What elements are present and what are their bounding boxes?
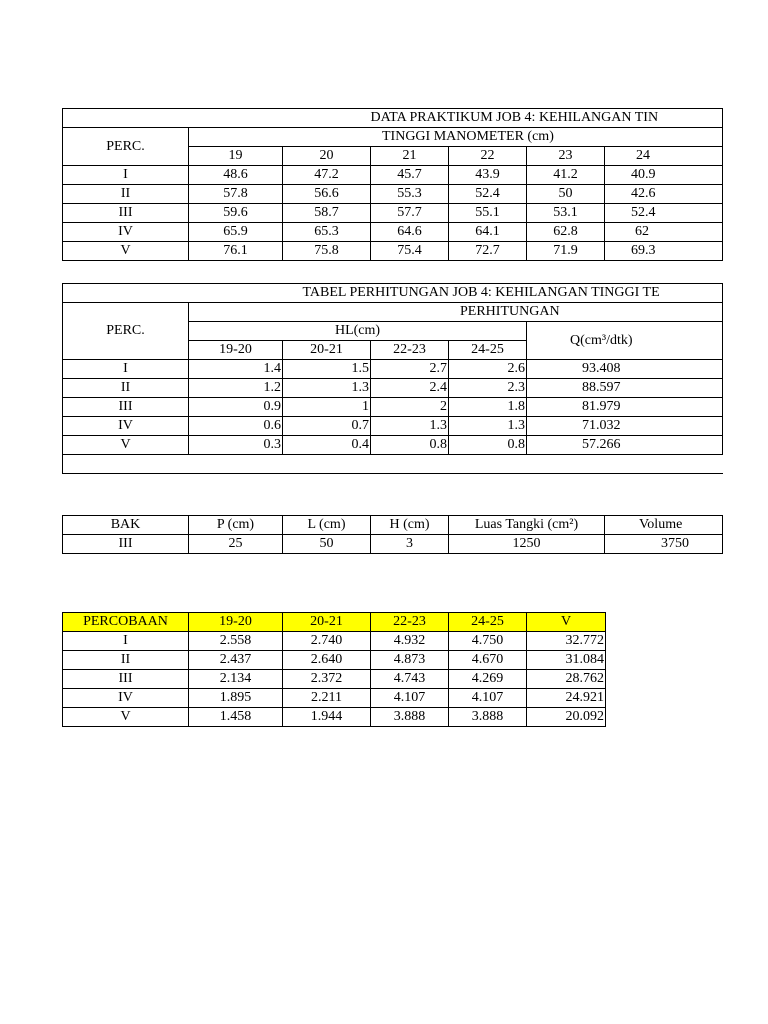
cell: 75.4 <box>371 242 449 261</box>
cell: 52.4 <box>605 204 723 223</box>
cell: 62.8 <box>527 223 605 242</box>
table-row <box>63 223 723 242</box>
col-header: 23 <box>527 147 605 166</box>
cell: 65.9 <box>189 223 283 242</box>
cell: 0.6 <box>189 417 283 436</box>
row-label: V <box>63 242 189 261</box>
row-label: III <box>63 670 189 689</box>
col-header: 20 <box>283 147 371 166</box>
row-label: V <box>63 436 189 455</box>
cell: 59.6 <box>189 204 283 223</box>
cell: 4.107 <box>371 689 449 708</box>
percobaan-table <box>62 612 606 727</box>
cell: 65.3 <box>283 223 371 242</box>
table-row <box>63 242 723 261</box>
row-label: V <box>63 708 189 727</box>
col-header: 24 <box>605 147 723 166</box>
cell: 57.8 <box>189 185 283 204</box>
table-row <box>63 185 723 204</box>
table-row <box>63 708 606 727</box>
table-row <box>63 379 723 398</box>
cell: 41.2 <box>527 166 605 185</box>
cell: 24.921 <box>527 689 606 708</box>
col-header: 19-20 <box>189 341 283 360</box>
cell: 3750 <box>605 535 723 554</box>
cell: 2 <box>371 398 449 417</box>
cell: 4.670 <box>449 651 527 670</box>
table2-subtitle: PERHITUNGAN <box>189 303 723 322</box>
cell: 4.873 <box>371 651 449 670</box>
bak-header-row <box>63 516 723 535</box>
cell: 31.084 <box>527 651 606 670</box>
col-header: BAK <box>63 516 189 535</box>
cell: 4.932 <box>371 632 449 651</box>
col-header: L (cm) <box>283 516 371 535</box>
table2-perc-header: PERC. <box>63 303 189 360</box>
title-spacer <box>63 284 189 303</box>
percobaan-table-wrapper <box>62 612 606 727</box>
row-label: IV <box>63 689 189 708</box>
title-spacer <box>63 109 189 128</box>
table-row <box>63 632 606 651</box>
cell: 43.9 <box>449 166 527 185</box>
cell: 1.3 <box>449 417 527 436</box>
col-header: 22-23 <box>371 341 449 360</box>
cell: 4.269 <box>449 670 527 689</box>
table-row <box>63 398 723 417</box>
cell: 50 <box>527 185 605 204</box>
perhitungan-table-wrapper <box>62 283 684 474</box>
cell: 1.944 <box>283 708 371 727</box>
col-header: 20-21 <box>283 341 371 360</box>
q-cell: 57.266 <box>527 436 723 455</box>
cell: 1.8 <box>449 398 527 417</box>
cell: 1.458 <box>189 708 283 727</box>
cell: 50 <box>283 535 371 554</box>
table1-title: DATA PRAKTIKUM JOB 4: KEHILANGAN TIN <box>189 109 723 128</box>
row-label: II <box>63 651 189 670</box>
row-label: IV <box>63 223 189 242</box>
cell: 2.372 <box>283 670 371 689</box>
cell: 2.211 <box>283 689 371 708</box>
q-cell: 88.597 <box>527 379 723 398</box>
row-label: IV <box>63 417 189 436</box>
row-label: II <box>63 379 189 398</box>
table-row <box>63 166 723 185</box>
cell: 2.640 <box>283 651 371 670</box>
table-row <box>63 436 723 455</box>
cell: 4.743 <box>371 670 449 689</box>
cell: 1.3 <box>371 417 449 436</box>
cell: 45.7 <box>371 166 449 185</box>
cell: 0.3 <box>189 436 283 455</box>
cell: 0.7 <box>283 417 371 436</box>
cell: 62 <box>605 223 723 242</box>
table-row <box>63 417 723 436</box>
cell: 72.7 <box>449 242 527 261</box>
cell: 3 <box>371 535 449 554</box>
col-header: P (cm) <box>189 516 283 535</box>
cell: 0.8 <box>449 436 527 455</box>
col-header: H (cm) <box>371 516 449 535</box>
bak-table <box>62 515 723 554</box>
cell: 1250 <box>449 535 605 554</box>
cell: 3.888 <box>371 708 449 727</box>
cell: 71.9 <box>527 242 605 261</box>
cell: 0.8 <box>371 436 449 455</box>
cell: 47.2 <box>283 166 371 185</box>
cell: 1.3 <box>283 379 371 398</box>
col-header: 19 <box>189 147 283 166</box>
table-row <box>63 670 606 689</box>
cell: 55.1 <box>449 204 527 223</box>
row-label: III <box>63 204 189 223</box>
bak-table-wrapper <box>62 515 689 554</box>
q-cell: 93.408 <box>527 360 723 379</box>
perhitungan-table <box>62 283 723 474</box>
cell: 20.092 <box>527 708 606 727</box>
col-header: 22-23 <box>371 613 449 632</box>
row-label: II <box>63 185 189 204</box>
q-header: Q(cm³/dtk) <box>527 322 723 360</box>
cell: 3.888 <box>449 708 527 727</box>
col-header: 22 <box>449 147 527 166</box>
cell: 1.895 <box>189 689 283 708</box>
table1-subtitle: TINGGI MANOMETER (cm) <box>189 128 723 147</box>
cell: 2.3 <box>449 379 527 398</box>
col-header: 20-21 <box>283 613 371 632</box>
col-header: V <box>527 613 606 632</box>
cell: 42.6 <box>605 185 723 204</box>
table-row <box>63 204 723 223</box>
col-header: Luas Tangki (cm²) <box>449 516 605 535</box>
cell: 1.4 <box>189 360 283 379</box>
row-label: I <box>63 632 189 651</box>
col-header: 24-25 <box>449 613 527 632</box>
cell: 28.762 <box>527 670 606 689</box>
col-header: Volume <box>605 516 723 535</box>
table1-perc-header: PERC. <box>63 128 189 166</box>
row-label: I <box>63 360 189 379</box>
hl-header: HL(cm) <box>189 322 527 341</box>
cell: 2.6 <box>449 360 527 379</box>
cell: 2.740 <box>283 632 371 651</box>
table2-title: TABEL PERHITUNGAN JOB 4: KEHILANGAN TINGGI TE <box>189 284 723 303</box>
cell: 32.772 <box>527 632 606 651</box>
cell: 1 <box>283 398 371 417</box>
percobaan-header-row <box>63 613 606 632</box>
cell: 1.2 <box>189 379 283 398</box>
empty-footer-row <box>63 455 723 474</box>
col-header: 24-25 <box>449 341 527 360</box>
data-praktikum-table <box>62 108 723 261</box>
cell: 57.7 <box>371 204 449 223</box>
col-header: PERCOBAAN <box>63 613 189 632</box>
table-row <box>63 689 606 708</box>
cell: 0.9 <box>189 398 283 417</box>
cell: III <box>63 535 189 554</box>
cell: 2.7 <box>371 360 449 379</box>
cell: 55.3 <box>371 185 449 204</box>
q-cell: 71.032 <box>527 417 723 436</box>
col-header: 19-20 <box>189 613 283 632</box>
cell: 2.134 <box>189 670 283 689</box>
cell: 25 <box>189 535 283 554</box>
data-praktikum-table-wrapper <box>62 108 684 261</box>
cell: 2.437 <box>189 651 283 670</box>
cell: 58.7 <box>283 204 371 223</box>
q-cell: 81.979 <box>527 398 723 417</box>
cell: 69.3 <box>605 242 723 261</box>
cell: 4.750 <box>449 632 527 651</box>
cell: 40.9 <box>605 166 723 185</box>
table-row <box>63 360 723 379</box>
row-label: III <box>63 398 189 417</box>
cell: 76.1 <box>189 242 283 261</box>
cell: 75.8 <box>283 242 371 261</box>
cell: 52.4 <box>449 185 527 204</box>
cell: 2.558 <box>189 632 283 651</box>
cell: 1.5 <box>283 360 371 379</box>
table-row <box>63 651 606 670</box>
col-header: 21 <box>371 147 449 166</box>
cell: 0.4 <box>283 436 371 455</box>
cell: 53.1 <box>527 204 605 223</box>
cell: 2.4 <box>371 379 449 398</box>
cell: 64.6 <box>371 223 449 242</box>
row-label: I <box>63 166 189 185</box>
cell: 48.6 <box>189 166 283 185</box>
table-row <box>63 535 723 554</box>
cell: 64.1 <box>449 223 527 242</box>
cell: 4.107 <box>449 689 527 708</box>
cell: 56.6 <box>283 185 371 204</box>
